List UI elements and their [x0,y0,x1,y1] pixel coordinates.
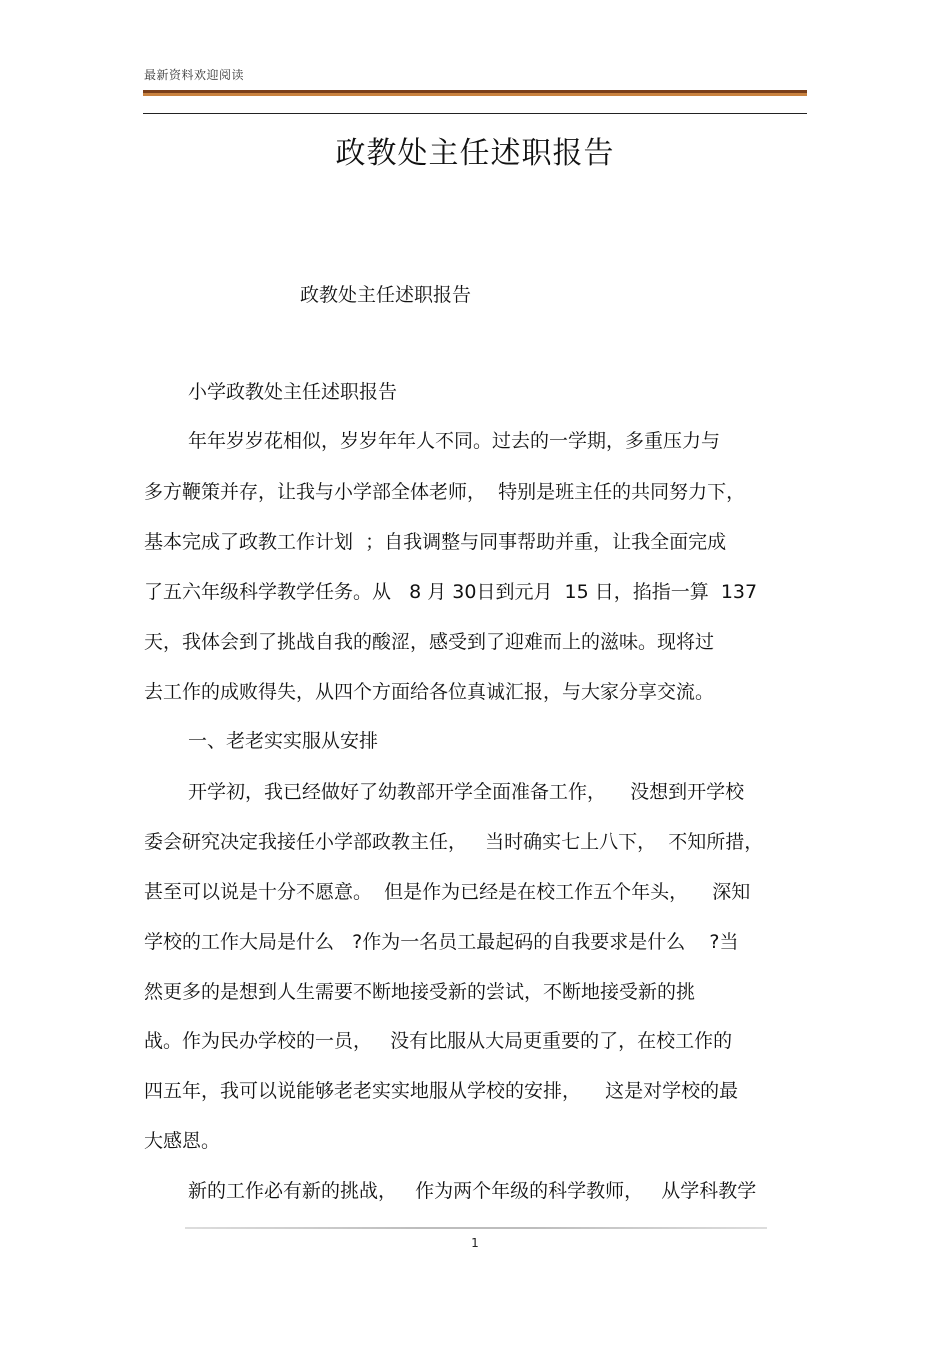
body-line: 基本完成了政教工作计划 ；自我调整与同事帮助并重，让我全面完成 [144,531,727,553]
body-line: 开学初，我已经做好了幼教部开学全面准备工作， 没想到开学校 [188,781,745,803]
page-number: 1 [471,1236,479,1250]
page-header-label: 最新资料欢迎阅读 [144,68,245,82]
body-line: 然更多的是想到人生需要不断地接受新的尝试，不断地接受新的挑 [144,981,696,1003]
body-line: 了五六年级科学教学任务。从 8 月 30日到元月 15 日，掐指一算 137 [144,581,758,603]
body-line: 年年岁岁花相似，岁岁年年人不同。过去的一学期，多重压力与 [188,430,721,452]
header-divider-thin [143,113,807,114]
body-line: 四五年，我可以说能够老老实实地服从学校的安排， 这是对学校的最 [144,1080,739,1102]
body-line: 战。作为民办学校的一员， 没有比服从大局更重要的了，在校工作的 [144,1030,733,1052]
document-subtitle: 政教处主任述职报告 [300,284,472,306]
header-divider-brown [143,90,807,96]
document-title: 政教处主任述职报告 [335,136,615,171]
body-line: 多方鞭策并存，让我与小学部全体老师， 特别是班主任的共同努力下， [144,481,746,503]
body-line: 天，我体会到了挑战自我的酸涩，感受到了迎难而上的滋味。现将过 [144,631,715,653]
body-line: 小学政教处主任述职报告 [188,381,398,403]
body-line: 甚至可以说是十分不愿意。 但是作为已经是在校工作五个年头， 深知 [144,881,751,903]
body-line: 学校的工作大局是什么 ?作为一名员工最起码的自我要求是什么 ?当 [144,931,739,953]
body-line: 委会研究决定我接任小学部政教主任， 当时确实七上八下， 不知所措， [144,831,764,853]
section-heading: 一、老老实实服从安排 [188,730,379,752]
footer-divider [185,1227,767,1229]
body-line: 去工作的成败得失，从四个方面给各位真诚汇报，与大家分享交流。 [144,681,715,703]
body-line: 大感恩。 [144,1130,221,1152]
body-line: 新的工作必有新的挑战， 作为两个年级的科学教师， 从学科教学 [188,1180,757,1202]
